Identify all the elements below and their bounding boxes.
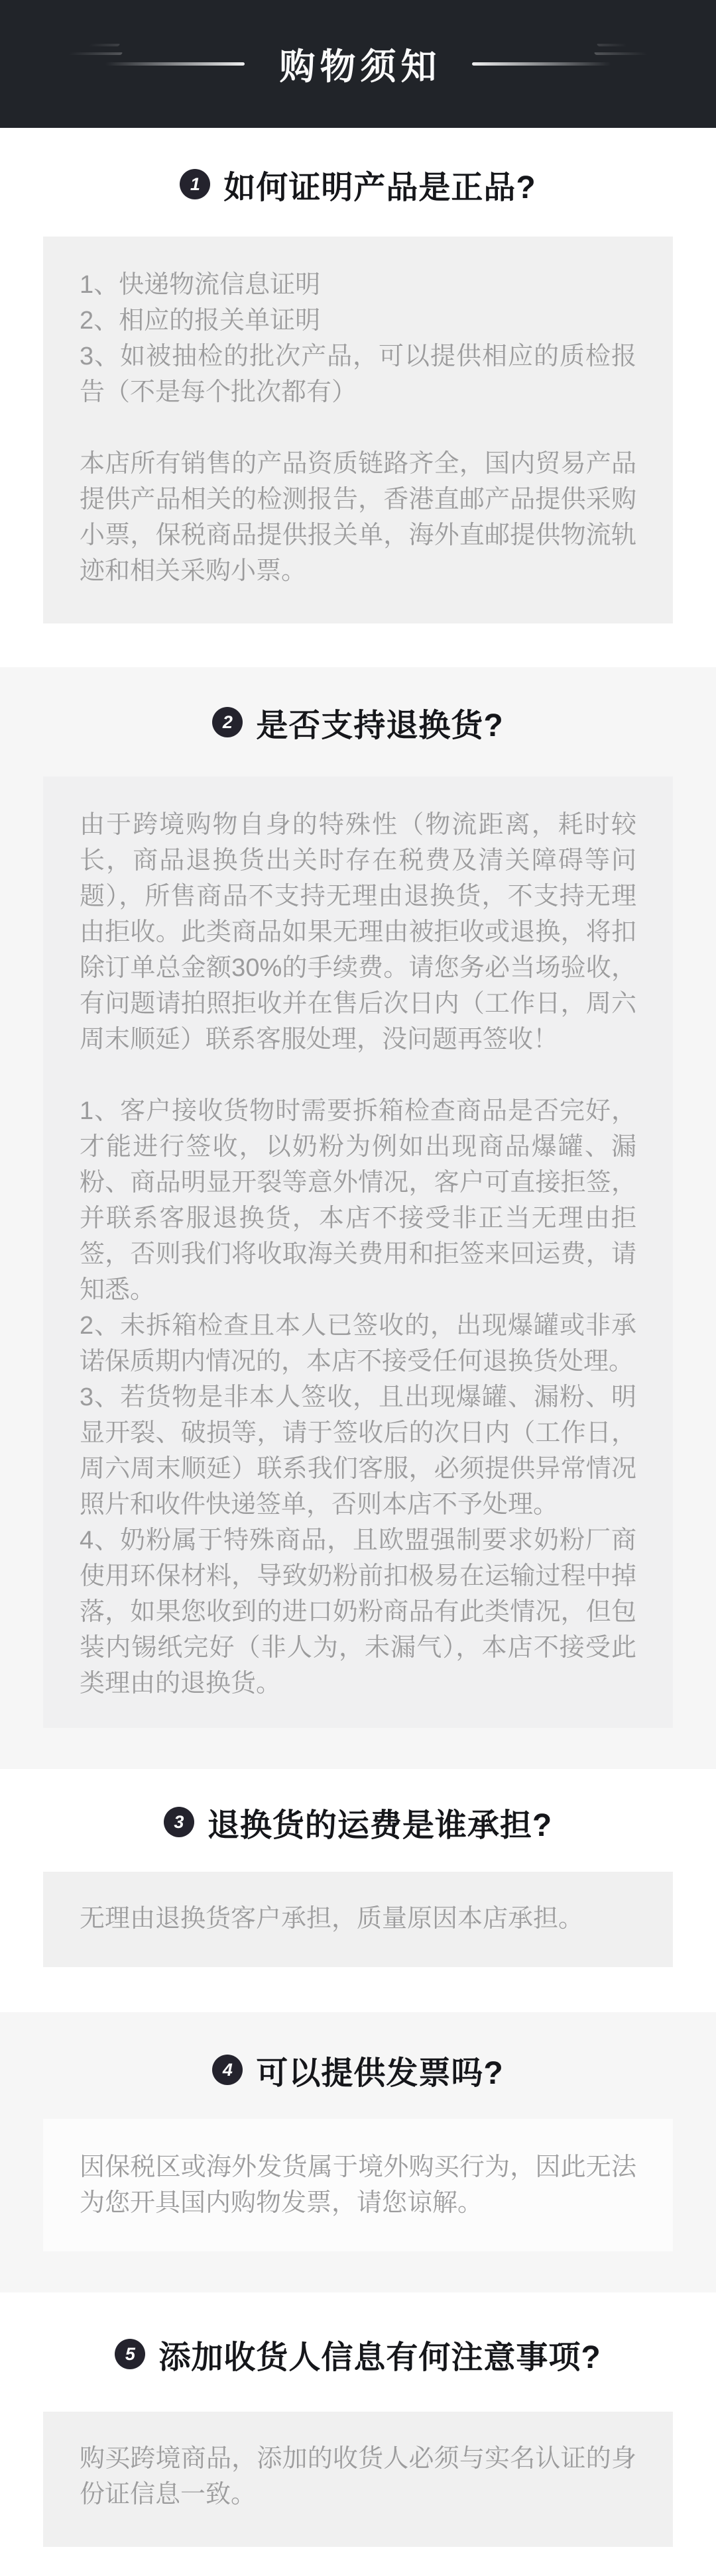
section-title-row <box>0 1805 716 1843</box>
notice-box <box>43 237 673 623</box>
gradient-line <box>472 62 611 66</box>
header-deco-line-right <box>472 62 611 66</box>
section-number-badge: 2 <box>212 707 243 737</box>
paragraph-group <box>80 807 636 1057</box>
section-title-row <box>0 2053 716 2091</box>
section-return-shipping-fee <box>0 1805 716 1967</box>
notice-box <box>43 777 673 1728</box>
body-text-line: 由于跨境购物自身的特殊性（物流距离，耗时较长，商品退换货出关时存在税费及清关障碍等问题），所售商品不支持无理由退换货，不支持无理由拒收。此类商品如果无理由被拒收或退换，将扣除订单总金额30%的手续费。请您务必当场验收，有问题请拍照拒收并在售后次日内（工作日，周六周末顺延）联系客服处理，没问题再签收！ <box>80 811 636 1053</box>
section-title: 可以提供发票吗? <box>256 2055 504 2091</box>
page-header <box>0 0 716 128</box>
section-title-row <box>0 706 716 743</box>
body-text-line: 1、快递物流信息证明 <box>80 271 321 299</box>
notice-box <box>43 2412 673 2547</box>
section-number-badge: 1 <box>180 169 210 199</box>
body-text-line: 4、奶粉属于特殊商品，且欧盟强制要求奶粉厂商使用环保材料，导致奶粉前扣极易在运输过程中掉落，如果您收到的进口奶粉商品有此类情况，但包装内锡纸完好（非人为，未漏气），本店不接受此类理由的退换货。 <box>80 1527 636 1697</box>
notice-box <box>43 1872 673 1967</box>
body-text-line: 无理由退换货客户承担，质量原因本店承担。 <box>80 1905 584 1933</box>
speed-streak-icon <box>68 52 123 55</box>
paragraph-group <box>80 2149 636 2221</box>
body-text-line: 购买跨境商品，添加的收货人必须与实名认证的身份证信息一致。 <box>80 2445 636 2508</box>
body-text-line: 因保税区或海外发货属于境外购买行为，因此无法为您开具国内购物发票，请您谅解。 <box>80 2153 636 2217</box>
body-text-line: 1、客户接收货物时需要拆箱检查商品是否完好，才能进行签收，以奶粉为例如出现商品爆罐、漏粉、商品明显开裂等意外情况，客户可直接拒签，并联系客服退换货，本店不接受非正当无理由拒签，否则我们将收取海关费用和拒签来回运费，请知悉。 <box>80 1097 636 1304</box>
page-title: 购物须知 <box>279 47 442 87</box>
section-recipient-info <box>0 2337 716 2547</box>
paragraph-group <box>80 1901 636 1937</box>
section-title: 如何证明产品是正品? <box>223 170 536 205</box>
body-text-line: 2、相应的报关单证明 <box>80 307 321 335</box>
gradient-line <box>105 62 245 66</box>
body-text-line: 3、如被抽检的批次产品，可以提供相应的质检报告（不是每个批次都有） <box>80 343 636 406</box>
notice-box <box>43 2119 673 2251</box>
paragraph-group <box>80 267 636 410</box>
section-title-row <box>0 168 716 205</box>
speed-streak-icon <box>593 52 648 55</box>
body-text-line: 2、未拆箱检查且本人已签收的，出现爆罐或非承诺保质期内情况的，本店不接受任何退换货处理。 <box>80 1312 636 1375</box>
section-number-badge: 4 <box>212 2055 243 2085</box>
header-deco-line-left <box>105 62 245 66</box>
paragraph-group <box>80 2441 636 2512</box>
section-title: 退换货的运费是谁承担? <box>207 1807 553 1843</box>
section-authenticity <box>0 168 716 623</box>
body-text-line: 本店所有销售的产品资质链路齐全，国内贸易产品提供产品相关的检测报告，香港直邮产品提供采购小票，保税商品提供报关单，海外直邮提供物流轨迹和相关采购小票。 <box>80 450 636 585</box>
body-text-line: 3、若货物是非本人签收，且出现爆罐、漏粉、明显开裂、破损等，请于签收后的次日内（工作日，周六周末顺延）联系我们客服，必须提供异常情况照片和收件快递签单，否则本店不予处理。 <box>80 1383 636 1519</box>
section-returns <box>0 667 716 1769</box>
paragraph-group <box>80 446 636 589</box>
paragraph-group <box>80 1093 636 1701</box>
section-number-badge: 5 <box>115 2339 145 2369</box>
speed-streak-icon <box>596 44 628 46</box>
section-title: 是否支持退换货? <box>256 708 504 743</box>
section-title-row <box>0 2337 716 2375</box>
section-invoice <box>0 2012 716 2292</box>
section-number-badge: 3 <box>164 1807 194 1837</box>
section-title: 添加收货人信息有何注意事项? <box>158 2339 601 2375</box>
speed-streak-icon <box>88 44 120 46</box>
